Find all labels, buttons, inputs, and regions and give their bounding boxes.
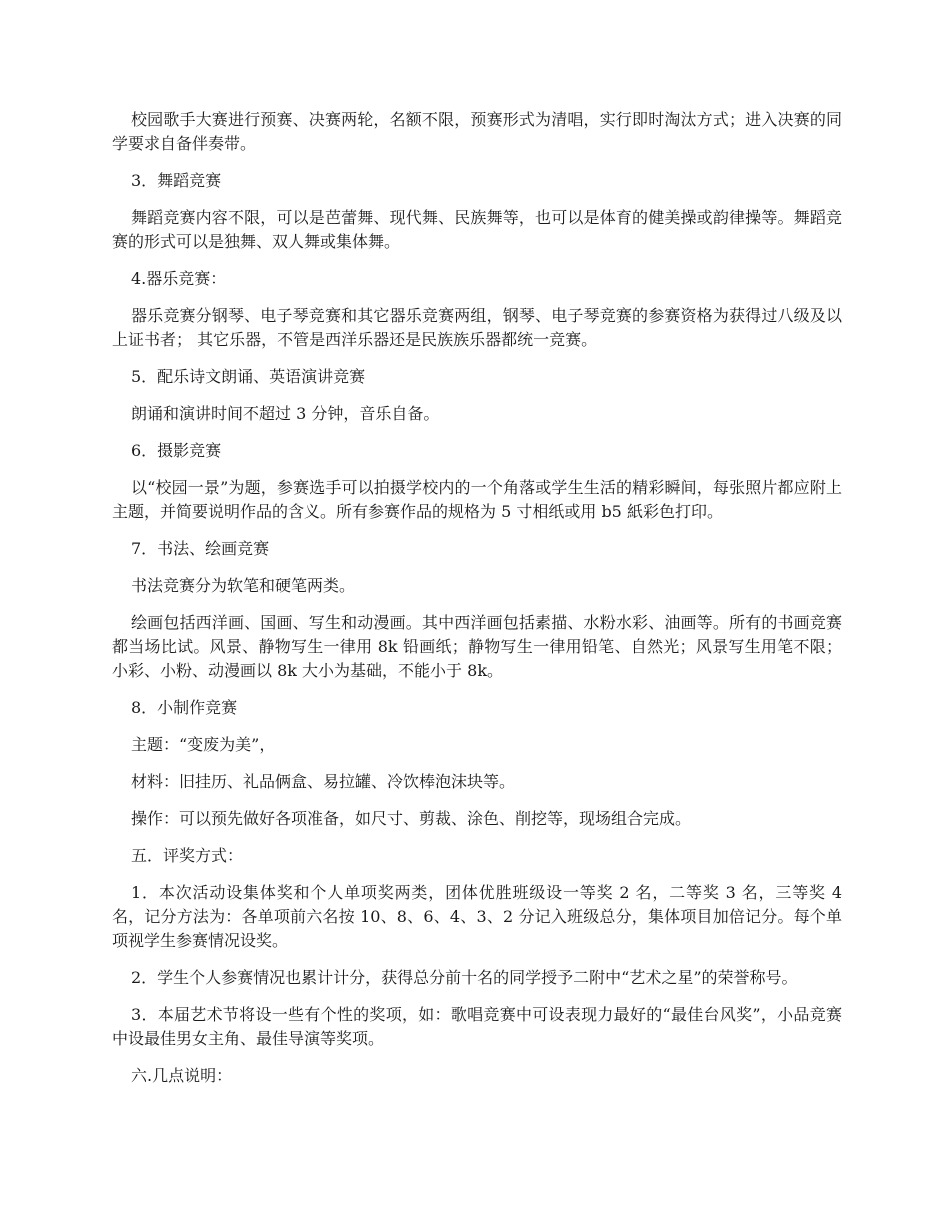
heading-instrument-contest: 4.器乐竞赛： — [131, 269, 227, 288]
paragraph-award-2: 2．学生个人参赛情况也累计计分，获得总分前十名的同学授予二附中“艺术之星”的荣誉称号。 — [131, 968, 798, 987]
heading-dance-contest: 3．舞蹈竞赛 — [131, 171, 222, 190]
document-body — [112, 108, 842, 1101]
heading-handcraft-contest: 8．小制作竞赛 — [131, 698, 238, 717]
paragraph-singer-contest: 校园歌手大赛进行预赛、决赛两轮，名额不限，预赛形式为清唱，实行即时淘汰方式；进入决赛的同学要求自备伴奏带。 — [112, 110, 842, 153]
paragraph-calligraphy-contest: 书法竞赛分为软笔和硬笔两类。 — [131, 576, 356, 595]
heading-award-method: 五．评奖方式： — [131, 846, 244, 865]
heading-photography-contest: 6．摄影竞赛 — [131, 441, 222, 460]
paragraph-award-3: 3．本届艺术节将设一些有个性的奖项，如：歌唱竞赛中可设表现力最好的“最佳台风奖”，小品竞赛中设最佳男女主角、最佳导演等奖项。 — [112, 1005, 842, 1048]
heading-calligraphy-painting-contest: 7．书法、绘画竞赛 — [131, 539, 270, 558]
paragraph-handcraft-operation: 操作：可以预先做好各项准备，如尺寸、剪裁、涂色、削挖等，现场组合完成。 — [131, 809, 692, 828]
paragraph-award-1: 1．本次活动设集体奖和个人单项奖两类，团体优胜班级设一等奖 2 名，二等奖 3 名，三等奖 4 名，记分方法为：各单项前六名按 10、8、6、4、3、2 分记入班级总分，集体项目加倍记分。每个单项视学生参赛情况设奖。 — [112, 883, 842, 950]
paragraph-handcraft-theme: 主题：“变废为美”， — [131, 735, 276, 754]
paragraph-dance-contest: 舞蹈竞赛内容不限，可以是芭蕾舞、现代舞、民族舞等，也可以是体育的健美操或韵律操等。舞蹈竞赛的形式可以是独舞、双人舞或集体舞。 — [112, 208, 842, 251]
paragraph-handcraft-materials: 材料：旧挂历、礼品俩盒、易拉罐、冷饮棒泡沫块等。 — [131, 772, 516, 791]
paragraph-recitation-contest: 朗诵和演讲时间不超过 3 分钟，音乐自备。 — [131, 404, 440, 423]
heading-recitation-contest: 5．配乐诗文朗诵、英语演讲竞赛 — [131, 367, 366, 386]
paragraph-painting-contest: 绘画包括西洋画、国画、写生和动漫画。其中西洋画包括素描、水粉水彩、油画等。所有的书画竞赛都当场比试。风景、静物写生一律用 8k 铅画纸；静物写生一律用铅笔、自然光；风景写生用笔不限；小彩、小粉、动漫画以 8k 大小为基础，不能小于 8k。 — [112, 613, 842, 680]
paragraph-instrument-contest: 器乐竞赛分钢琴、电子琴竞赛和其它器乐竞赛两组，钢琴、电子琴竞赛的参赛资格为获得过八级及以上证书者； 其它乐器，不管是西洋乐器还是民族族乐器都统一竞赛。 — [112, 306, 842, 349]
paragraph-photography-contest: 以“校园一景”为题，参赛选手可以拍摄学校内的一个角落或学生生活的精彩瞬间，每张照片都应附上主题，并简要说明作品的含义。所有参赛作品的规格为 5 寸相纸或用 b5 紙彩色打印。 — [112, 478, 842, 521]
heading-notes: 六.几点说明： — [131, 1066, 233, 1085]
